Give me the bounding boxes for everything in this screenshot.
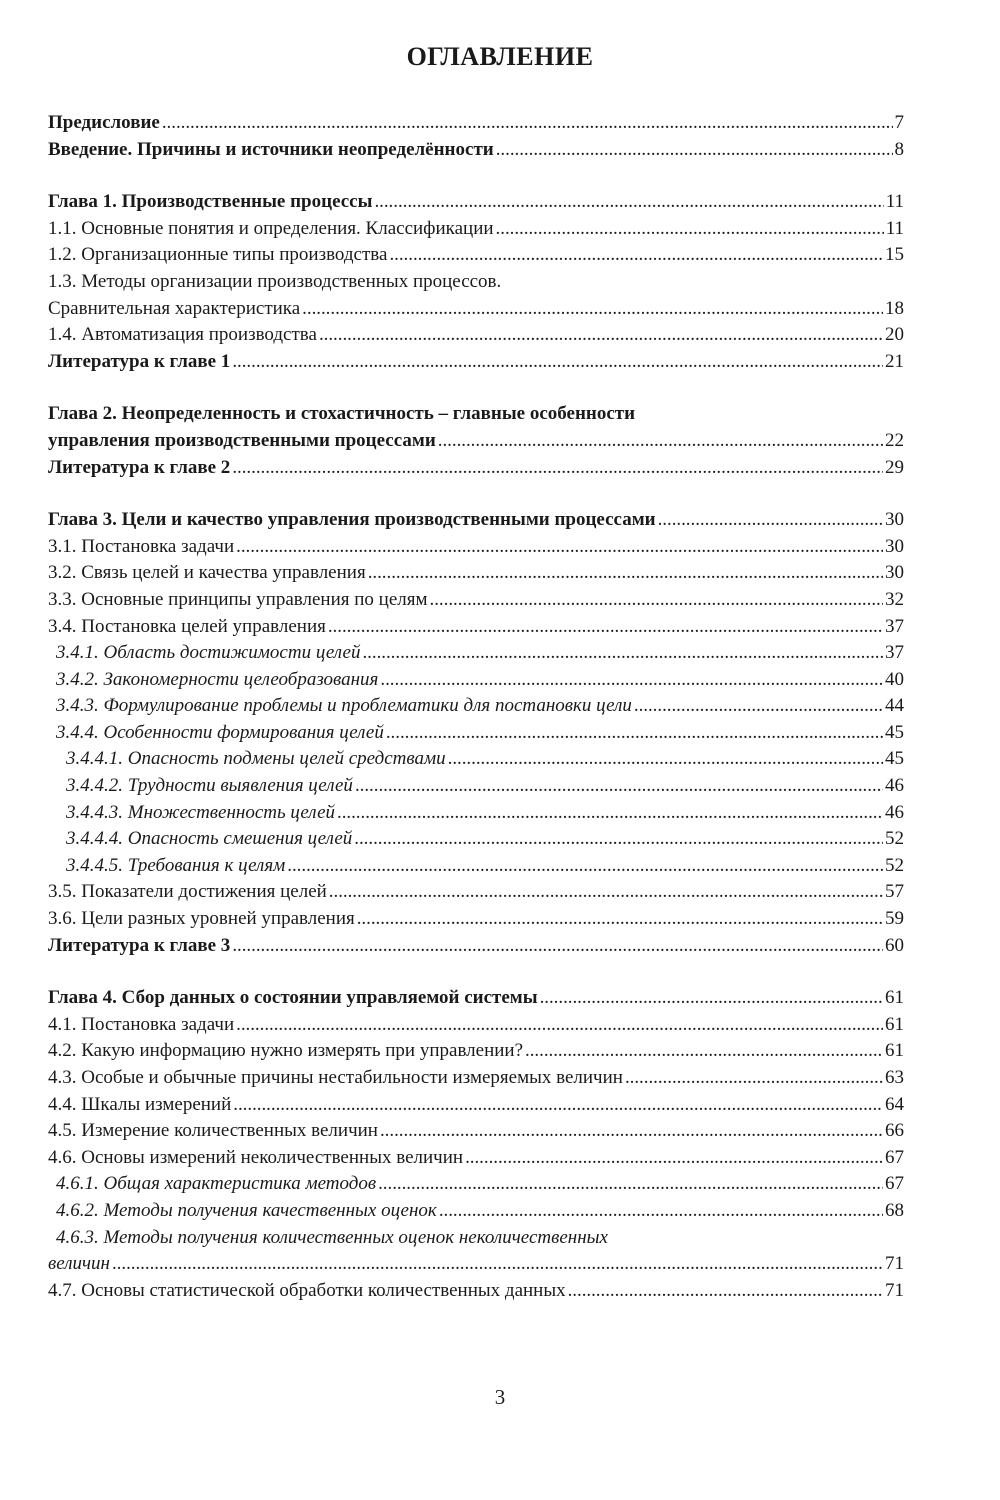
toc-entry-page: 29 xyxy=(885,456,904,478)
leader-dots xyxy=(525,1038,883,1065)
toc-entry-introduction[interactable] xyxy=(48,137,904,164)
toc-entry-chapter-2[interactable] xyxy=(48,401,904,428)
leader-dots xyxy=(389,242,883,269)
leader-dots xyxy=(112,1251,883,1278)
toc-entry-label: 4.5. Измерение количественных величин xyxy=(48,1120,378,1142)
toc-entry-section[interactable] xyxy=(48,216,904,243)
toc-entry-section[interactable] xyxy=(48,1092,904,1119)
toc-entry-label: 4.6. Основы измерений неколичественных величин xyxy=(48,1146,464,1168)
toc-entry-page: 59 xyxy=(885,908,904,930)
leader-dots xyxy=(232,349,883,376)
leader-dots xyxy=(540,985,883,1012)
toc-entry-page: 11 xyxy=(885,217,904,239)
toc-entry-page: 21 xyxy=(885,350,904,372)
toc-entry-subsection[interactable] xyxy=(48,693,904,720)
toc-entry-label: 4.4. Шкалы измерений xyxy=(48,1093,232,1115)
toc-entry-chapter-3[interactable] xyxy=(48,507,904,534)
toc-entry-label: Литература к главе 1 xyxy=(48,350,231,372)
toc-entry-label: 3.5. Показатели достижения целей xyxy=(48,881,327,903)
toc-entry-label: 3.4.4.3. Множественность целей xyxy=(66,801,335,823)
leader-dots xyxy=(354,826,883,853)
toc-entry-label: Предисловие xyxy=(48,112,160,133)
page-title: ОГЛАВЛЕНИЕ xyxy=(406,42,594,71)
toc-entry-page: 8 xyxy=(894,138,904,160)
toc-entry-label: 3.2. Связь целей и качества управления xyxy=(48,562,366,584)
toc-entry-label: Литература к главе 3 xyxy=(48,934,231,956)
table-of-contents xyxy=(48,110,904,1304)
toc-entry-page: 18 xyxy=(885,297,904,319)
toc-entry-section[interactable] xyxy=(48,614,904,641)
toc-entry-subsection[interactable] xyxy=(48,1225,904,1252)
toc-entry-page: 22 xyxy=(885,429,904,451)
toc-entry-label: 4.6.2. Методы получения качественных оценок xyxy=(56,1199,437,1221)
toc-entry-page: 68 xyxy=(885,1199,904,1221)
toc-entry-page: 67 xyxy=(885,1146,904,1168)
toc-entry-page: 37 xyxy=(885,615,904,637)
toc-entry-section[interactable] xyxy=(48,269,904,296)
leader-dots xyxy=(162,110,893,137)
toc-entry-preface[interactable] xyxy=(48,110,904,137)
toc-entry-label: Глава 4. Сбор данных о состоянии управляемой системы xyxy=(48,987,538,1009)
leader-dots xyxy=(355,773,883,800)
toc-entry-label: 3.4.1. Область достижимости целей xyxy=(56,642,361,664)
leader-dots xyxy=(287,853,883,880)
toc-entry-section[interactable] xyxy=(48,1278,904,1305)
toc-entry-page: 67 xyxy=(885,1173,904,1195)
toc-entry-label: 3.4.4. Особенности формирования целей xyxy=(56,721,384,743)
leader-dots xyxy=(386,720,883,747)
toc-entry-subsubsection[interactable] xyxy=(48,826,904,853)
toc-entry-label: 4.3. Особые и обычные причины нестабильности измеряемых величин xyxy=(48,1067,623,1088)
toc-entry-label: 3.4.3. Формулирование проблемы и проблематики для постановки цели xyxy=(56,695,632,717)
leader-dots xyxy=(625,1065,883,1092)
toc-entry-page: 30 xyxy=(885,535,904,557)
toc-entry-label: 1.2. Организационные типы производства xyxy=(48,244,388,266)
leader-dots xyxy=(380,667,883,694)
toc-entry-page: 71 xyxy=(885,1279,904,1301)
toc-entry-section[interactable] xyxy=(48,1145,904,1172)
toc-entry-page: 11 xyxy=(885,191,904,213)
toc-entry-section[interactable] xyxy=(48,534,904,561)
leader-dots xyxy=(374,189,883,216)
leader-dots xyxy=(378,1171,883,1198)
leader-dots xyxy=(496,137,893,164)
leader-dots xyxy=(465,1145,883,1172)
toc-entry-label: 1.1. Основные понятия и определения. Классификации xyxy=(48,217,494,239)
toc-entry-label: 3.4.2. Закономерности целеобразования xyxy=(56,668,379,690)
leader-dots xyxy=(368,560,883,587)
toc-entry-label: 1.4. Автоматизация производства xyxy=(48,324,317,346)
toc-entry-section[interactable] xyxy=(48,1012,904,1039)
toc-entry-page: 46 xyxy=(885,775,904,797)
leader-dots xyxy=(438,428,883,455)
toc-entry-section[interactable] xyxy=(48,587,904,614)
toc-entry-label: Глава 2. Неопределенность и стохастичность – главные особенности xyxy=(48,403,636,425)
toc-entry-references-2[interactable] xyxy=(48,455,904,482)
toc-entry-page: 45 xyxy=(885,748,904,770)
toc-entry-label: 4.6.3. Методы получения количественных оценок неколичественных xyxy=(56,1226,608,1248)
toc-entry-section[interactable] xyxy=(48,1038,904,1065)
toc-entry-section[interactable] xyxy=(48,242,904,269)
toc-entry-label: 3.3. Основные принципы управления по целям xyxy=(48,588,428,610)
leader-dots xyxy=(236,534,883,561)
toc-entry-page: 40 xyxy=(885,668,904,690)
toc-entry-subsection[interactable] xyxy=(48,640,904,667)
toc-entry-label: Глава 3. Цели и качество управления производственными процессами xyxy=(48,509,656,531)
toc-entry-label: управления производственными процессами xyxy=(48,429,436,451)
toc-entry-page: 61 xyxy=(885,1040,904,1062)
toc-entry-label: 4.1. Постановка задачи xyxy=(48,1013,235,1035)
toc-entry-subsection[interactable] xyxy=(48,667,904,694)
toc-entry-section[interactable] xyxy=(48,560,904,587)
leader-dots xyxy=(496,216,884,243)
toc-entry-page: 57 xyxy=(885,881,904,903)
toc-entry-chapter-2-continuation[interactable] xyxy=(48,428,904,455)
toc-entry-label: Глава 1. Производственные процессы xyxy=(48,191,373,213)
toc-entry-label: 3.4.4.4. Опасность смешения целей xyxy=(66,828,353,850)
toc-entry-page: 7 xyxy=(894,112,904,133)
toc-entry-label: 4.6.1. Общая характеристика методов xyxy=(56,1173,377,1195)
toc-entry-label: 1.3. Методы организации производственных процессов. xyxy=(48,270,502,292)
toc-entry-page: 61 xyxy=(885,1013,904,1035)
toc-entry-subsection[interactable] xyxy=(48,720,904,747)
leader-dots xyxy=(232,933,883,960)
toc-entry-label: 3.4. Постановка целей управления xyxy=(48,615,326,637)
toc-entry-page: 61 xyxy=(885,987,904,1009)
toc-entry-references-1[interactable] xyxy=(48,349,904,376)
toc-entry-page: 45 xyxy=(885,721,904,743)
toc-entry-subsection-continuation[interactable] xyxy=(48,1251,904,1278)
leader-dots xyxy=(380,1118,883,1145)
toc-entry-label: Сравнительная характеристика xyxy=(48,297,301,319)
toc-entry-page: 46 xyxy=(885,801,904,823)
toc-entry-page: 52 xyxy=(885,828,904,850)
toc-entry-page: 30 xyxy=(885,509,904,531)
leader-dots xyxy=(439,1198,883,1225)
toc-entry-chapter-4[interactable] xyxy=(48,985,904,1012)
toc-entry-page: 64 xyxy=(885,1093,904,1115)
leader-dots xyxy=(233,1092,883,1119)
toc-entry-chapter-1[interactable] xyxy=(48,189,904,216)
toc-entry-section[interactable] xyxy=(48,1118,904,1145)
toc-entry-label: 3.4.4.5. Требования к целям xyxy=(66,854,286,876)
leader-dots xyxy=(337,800,883,827)
toc-entry-label: Литература к главе 2 xyxy=(48,456,231,478)
toc-entry-page: 32 xyxy=(885,588,904,610)
toc-entry-label: 4.7. Основы статистической обработки количественных данных xyxy=(48,1279,566,1301)
toc-entry-label: 4.2. Какую информацию нужно измерять при управлении? xyxy=(48,1040,524,1062)
toc-entry-section[interactable] xyxy=(48,1065,904,1092)
toc-entry-page: 37 xyxy=(885,642,904,664)
toc-entry-subsection[interactable] xyxy=(48,1171,904,1198)
toc-entry-page: 60 xyxy=(885,934,904,956)
leader-dots xyxy=(658,507,883,534)
page-number: 3 xyxy=(494,1385,506,1409)
toc-entry-page: 63 xyxy=(885,1067,904,1088)
toc-entry-label: величин xyxy=(48,1253,110,1275)
toc-entry-section[interactable] xyxy=(48,906,904,933)
leader-dots xyxy=(362,640,883,667)
leader-dots xyxy=(232,455,883,482)
toc-entry-label: 3.4.4.2. Трудности выявления целей xyxy=(66,775,353,797)
toc-entry-subsection[interactable] xyxy=(48,1198,904,1225)
toc-entry-page: 71 xyxy=(885,1253,904,1275)
toc-entry-page: 44 xyxy=(885,695,904,717)
leader-dots xyxy=(430,587,883,614)
toc-entry-subsubsection[interactable] xyxy=(48,853,904,880)
toc-entry-page: 20 xyxy=(885,324,904,346)
toc-entry-section-continuation[interactable] xyxy=(48,296,904,323)
toc-entry-section[interactable] xyxy=(48,879,904,906)
leader-dots xyxy=(328,614,883,641)
toc-entry-page: 52 xyxy=(885,854,904,876)
toc-entry-label: 3.1. Постановка задачи xyxy=(48,535,235,557)
leader-dots xyxy=(236,1012,883,1039)
leader-dots xyxy=(319,322,883,349)
toc-entry-page: 15 xyxy=(885,244,904,266)
leader-dots xyxy=(448,746,883,773)
toc-entry-subsubsection[interactable] xyxy=(48,746,904,773)
leader-dots xyxy=(302,296,883,323)
leader-dots xyxy=(329,879,883,906)
leader-dots xyxy=(357,906,883,933)
toc-entry-label: Введение. Причины и источники неопределённости xyxy=(48,138,494,160)
toc-entry-subsubsection[interactable] xyxy=(48,773,904,800)
toc-entry-section[interactable] xyxy=(48,322,904,349)
toc-entry-page: 66 xyxy=(885,1120,904,1142)
toc-entry-page: 30 xyxy=(885,562,904,584)
toc-entry-label: 3.6. Цели разных уровней управления xyxy=(48,908,355,930)
leader-dots xyxy=(634,693,883,720)
toc-entry-subsubsection[interactable] xyxy=(48,800,904,827)
toc-entry-references-3[interactable] xyxy=(48,933,904,960)
leader-dots xyxy=(568,1278,883,1305)
toc-entry-label: 3.4.4.1. Опасность подмены целей средствами xyxy=(66,748,446,770)
